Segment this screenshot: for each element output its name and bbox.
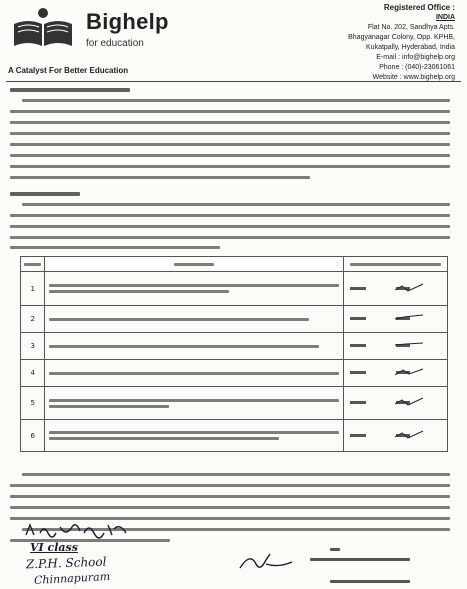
- row-number: 4: [21, 360, 45, 387]
- answer-yes: [350, 287, 366, 290]
- office-website: Website : www.bighelp.org: [372, 74, 455, 81]
- check-mark-icon: [394, 430, 424, 440]
- row-number: 1: [21, 272, 45, 306]
- office-phone: Phone : (040)-23061061: [379, 64, 455, 71]
- header-questions-cell: [45, 257, 344, 272]
- text-line: [10, 132, 450, 135]
- row-number: 6: [21, 420, 45, 452]
- tagline: A Catalyst For Better Education: [8, 66, 129, 75]
- text-line: [10, 236, 450, 239]
- org-name-line: [310, 558, 410, 561]
- registered-office-block: [280, 3, 455, 83]
- text-line: [10, 214, 450, 217]
- header-divider: [6, 81, 461, 82]
- text-line: [10, 110, 450, 113]
- signature-icon: [236, 548, 296, 574]
- table-header-row: [21, 257, 448, 272]
- answer-yes: [350, 434, 366, 437]
- text-line: [10, 225, 450, 228]
- answer-cell: [344, 420, 448, 452]
- brand-name: Bighelp: [86, 9, 169, 34]
- text-line: [10, 154, 450, 157]
- salutation-2: [10, 192, 80, 196]
- row-number: 3: [21, 333, 45, 360]
- org-name-line: [330, 548, 340, 551]
- check-mark-icon: [394, 283, 424, 293]
- table-row: [21, 387, 448, 420]
- text-line: [22, 99, 450, 102]
- check-mark-icon: [394, 340, 424, 350]
- text-line: [10, 484, 450, 487]
- handwritten-school: Z.P.H. School: [25, 554, 107, 572]
- row-number: 5: [21, 387, 45, 420]
- row-number: 2: [21, 306, 45, 333]
- office-country: INDIA: [435, 14, 455, 21]
- text-line: [22, 203, 450, 206]
- text-line: [22, 473, 450, 476]
- answer-cell: [344, 306, 448, 333]
- questionnaire-table: [20, 256, 448, 452]
- handwritten-student-name-icon: [22, 519, 132, 541]
- salutation-1: [10, 88, 130, 92]
- office-email: E-mail : info@bighelp.org: [376, 54, 455, 61]
- check-mark-icon: [394, 367, 424, 377]
- answer-yes: [350, 371, 366, 374]
- header-answers-cell: [344, 257, 448, 272]
- check-mark-icon: [394, 397, 424, 407]
- brand-subtitle: for education: [86, 38, 144, 49]
- question-cell: [45, 272, 344, 306]
- table-row: [21, 420, 448, 452]
- answer-yes: [350, 344, 366, 347]
- text-line: [10, 143, 450, 146]
- address-line-2: Bhagyanagar Colony, Opp. KPHB,: [348, 34, 455, 41]
- question-cell: [45, 333, 344, 360]
- answer-cell: [344, 387, 448, 420]
- text-line: [10, 506, 450, 509]
- table-row: [21, 306, 448, 333]
- table-row: [21, 333, 448, 360]
- answer-yes: [350, 401, 366, 404]
- text-line: [10, 165, 450, 168]
- office-label: Registered Office :: [383, 3, 455, 12]
- table-row: [21, 272, 448, 306]
- answer-cell: [344, 360, 448, 387]
- answer-cell: [344, 333, 448, 360]
- answer-cell: [344, 272, 448, 306]
- text-line: [10, 495, 450, 498]
- address-line-1: Flat No. 202, Sandhya Apts.: [367, 24, 455, 31]
- check-mark-icon: [394, 313, 424, 323]
- handwritten-class: VI class: [30, 541, 78, 554]
- header-serial-cell: [21, 257, 45, 272]
- founder-title-line: [330, 580, 410, 583]
- question-cell: [45, 306, 344, 333]
- text-line: [10, 176, 310, 179]
- text-line: [10, 121, 450, 124]
- open-book-logo-icon: [8, 4, 78, 50]
- text-line: [10, 246, 220, 249]
- address-line-3: Kukatpally, Hyderabad, India: [366, 44, 455, 51]
- question-cell: [45, 360, 344, 387]
- answer-yes: [350, 317, 366, 320]
- handwritten-village: Chinnapuram: [33, 570, 111, 587]
- question-cell: [45, 420, 344, 452]
- question-cell: [45, 387, 344, 420]
- table-row: [21, 360, 448, 387]
